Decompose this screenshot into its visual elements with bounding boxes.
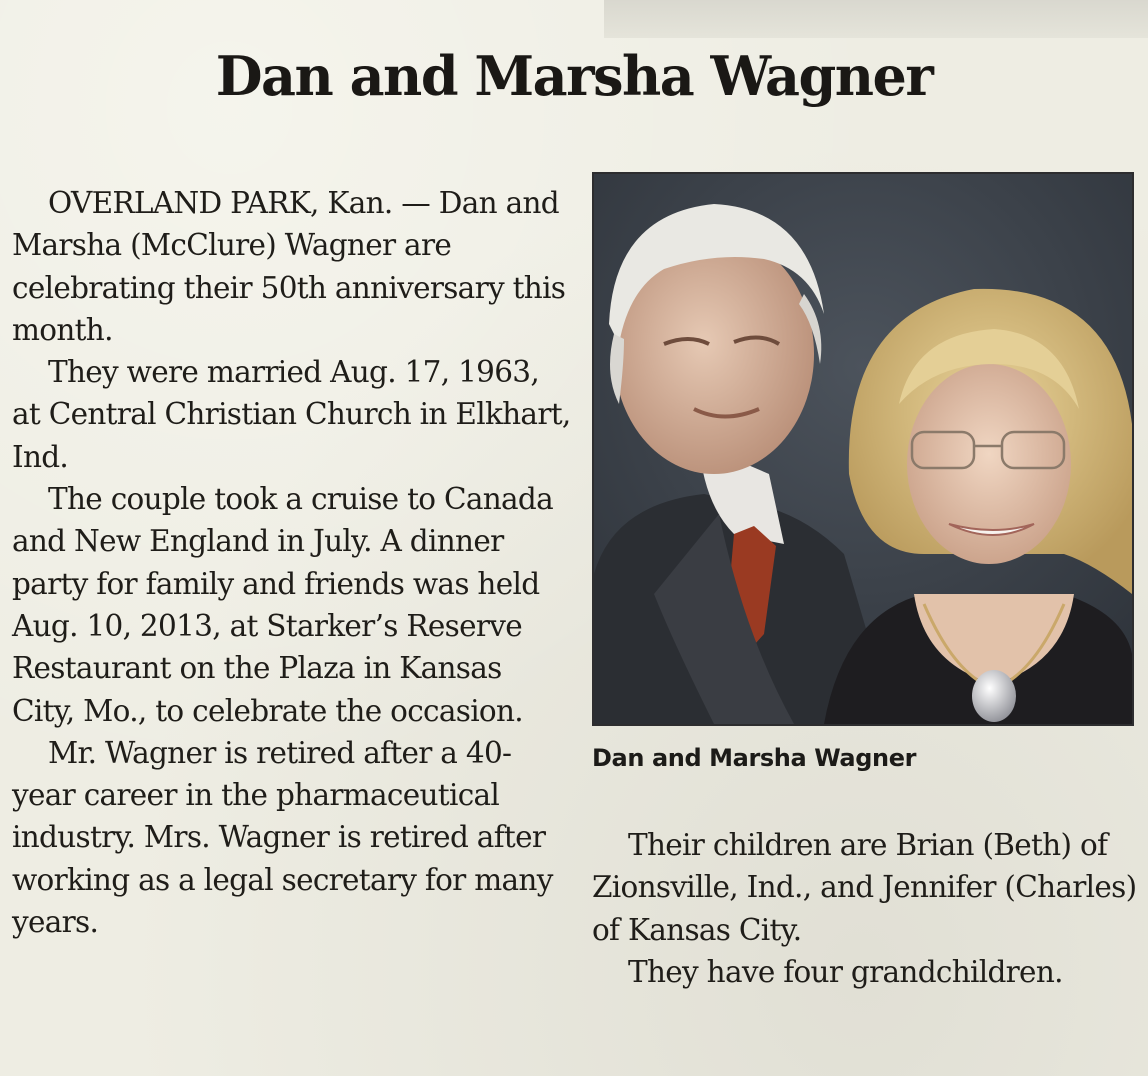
photo-caption: Dan and Marsha Wagner (592, 744, 917, 772)
article-paragraph: OVERLAND PARK, Kan. — Dan and Marsha (McClure) Wagner are celebrating their 50th anniversary this month. (12, 186, 566, 347)
article-body-continued (592, 824, 1142, 993)
article-paragraph: They have four grandchildren. (628, 954, 1063, 989)
bleed-through-text (640, 135, 648, 169)
article-paragraph: They were married Aug. 17, 1963, at Central Christian Church in Elkhart, Ind. (12, 355, 571, 474)
article-paragraph: Mr. Wagner is retired after a 40-year career in the pharmaceutical industry. Mrs. Wagner is retired after working as a legal secretary for many years. (12, 735, 553, 940)
article-paragraph: Their children are Brian (Beth) of Zionsville, Ind., and Jennifer (Charles) of Kansas City. (592, 828, 1137, 947)
article-body (12, 182, 572, 943)
article-paragraph: The couple took a cruise to Canada and New England in July. A dinner party for family and friends was held Aug. 10, 2013, at Starker’s Reserve Restaurant on the Plaza in Kansas City, Mo., to celebrate the occasion. (12, 482, 553, 728)
bleed-through-band (604, 0, 1148, 38)
couple-photo (592, 172, 1134, 726)
couple-portrait-illustration (594, 174, 1132, 724)
headline: Dan and Marsha Wagner (215, 44, 933, 108)
